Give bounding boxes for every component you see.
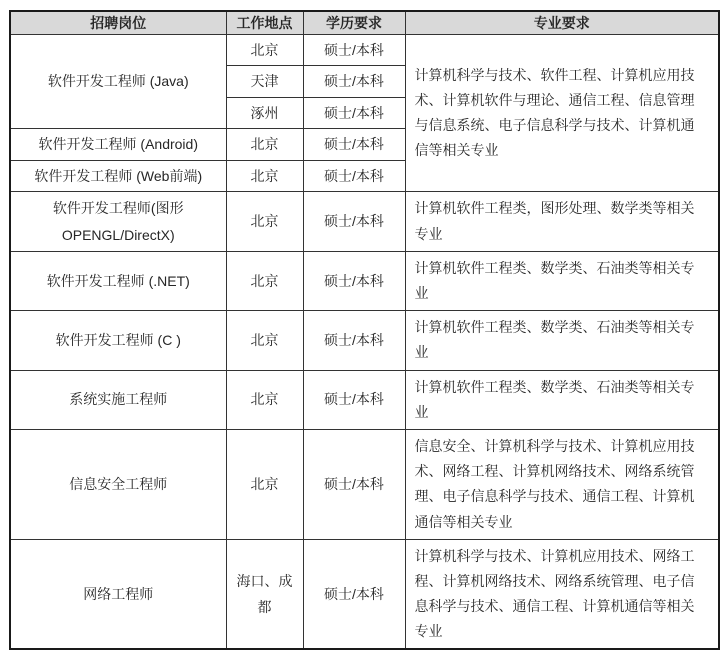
cell-degree: 硕士/本科 [303,370,405,429]
cell-degree: 硕士/本科 [303,539,405,649]
cell-major: 计算机软件工程类、数学类、石油类等相关专业 [405,311,719,370]
cell-degree: 硕士/本科 [303,251,405,310]
cell-degree: 硕士/本科 [303,160,405,192]
cell-major: 计算机软件工程类、数学类、石油类等相关专业 [405,251,719,310]
cell-location: 北京 [226,370,303,429]
table-row [10,192,719,251]
cell-location: 北京 [226,160,303,192]
header-job-position: 招聘岗位 [10,11,226,34]
recruitment-table [9,10,720,650]
cell-major: 计算机软件工程类，图形处理、数学类等相关专业 [405,192,719,251]
cell-job: 信息安全工程师 [10,429,226,539]
table-row [10,539,719,649]
header-work-location: 工作地点 [226,11,303,34]
table-row [10,34,719,66]
cell-location: 天津 [226,66,303,98]
cell-degree: 硕士/本科 [303,129,405,161]
cell-major: 计算机科学与技术、软件工程、计算机应用技术、计算机软件与理论、通信工程、信息管理与信息系统、电子信息科学与技术、计算机通信等相关专业 [405,34,719,192]
table-row [10,311,719,370]
cell-degree: 硕士/本科 [303,34,405,66]
cell-location: 北京 [226,129,303,161]
cell-degree: 硕士/本科 [303,429,405,539]
cell-degree: 硕士/本科 [303,97,405,129]
cell-major: 计算机软件工程类、数学类、石油类等相关专业 [405,370,719,429]
cell-major: 信息安全、计算机科学与技术、计算机应用技术、网络工程、计算机网络技术、网络系统管理、电子信息科学与技术、通信工程、计算机通信等相关专业 [405,429,719,539]
table-row [10,429,719,539]
cell-job: 软件开发工程师 (Web前端) [10,160,226,192]
header-row [10,11,719,34]
cell-job: 网络工程师 [10,539,226,649]
cell-major: 计算机科学与技术、计算机应用技术、网络工程、计算机网络技术、网络系统管理、电子信息科学与技术、通信工程、计算机通信等相关专业 [405,539,719,649]
cell-job: 软件开发工程师 (Java) [10,34,226,129]
table-row [10,370,719,429]
cell-location: 北京 [226,251,303,310]
header-major-requirement: 专业要求 [405,11,719,34]
cell-location: 海口、成都 [226,539,303,649]
cell-job: 系统实施工程师 [10,370,226,429]
cell-job: 软件开发工程师 (C ) [10,311,226,370]
cell-location: 北京 [226,192,303,251]
cell-job: 软件开发工程师 (Android) [10,129,226,161]
cell-location: 北京 [226,429,303,539]
cell-location: 北京 [226,311,303,370]
cell-location: 涿州 [226,97,303,129]
cell-job: 软件开发工程师 (.NET) [10,251,226,310]
cell-degree: 硕士/本科 [303,311,405,370]
cell-degree: 硕士/本科 [303,66,405,98]
header-degree-requirement: 学历要求 [303,11,405,34]
cell-location: 北京 [226,34,303,66]
cell-degree: 硕士/本科 [303,192,405,251]
cell-job: 软件开发工程师(图形OPENGL/DirectX) [10,192,226,251]
table-row [10,251,719,310]
